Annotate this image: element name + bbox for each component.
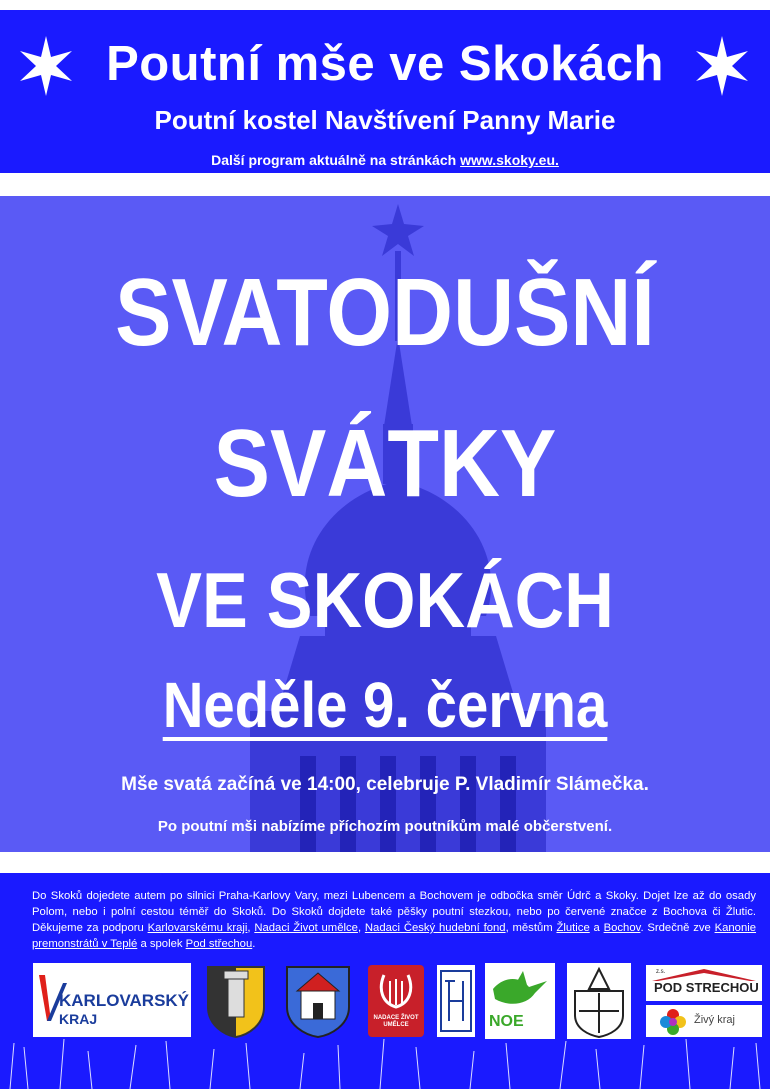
logo-cesky-hudebni-fond[interactable] [437, 965, 475, 1037]
headline-line-2: SVÁTKY [213, 410, 557, 517]
refreshment-info: Po poutní mši nabízíme příchozím poutníkům malé občerstvení. [157, 818, 613, 835]
footer-panel [0, 873, 770, 1089]
noe-text: NOE [489, 1013, 524, 1030]
bochov-shield-icon [283, 963, 353, 1039]
logo-bochov-coat-of-arms[interactable] [283, 963, 353, 1039]
hudebni-fond-icon [437, 965, 475, 1037]
zivy-kraj-text: Živý kraj [694, 1014, 735, 1026]
kanonie-crest-icon [567, 963, 631, 1039]
logo-nadace-zivot-umelce[interactable] [368, 965, 424, 1037]
sponsor-logos [0, 963, 770, 1043]
directions-part: a [593, 922, 600, 934]
header-banner [0, 10, 770, 173]
pod-strechou-text: POD STRECHOU [654, 980, 759, 995]
karlovarsky-line1: KARLOVARSKÝ [59, 991, 190, 1010]
logo-zlutice-coat-of-arms[interactable] [204, 963, 268, 1039]
poster-subtitle: Poutní kostel Navštívení Panny Marie [154, 105, 616, 135]
frosty-trees-decoration [0, 1033, 770, 1089]
directions-part: . Srdečně zve [640, 922, 711, 934]
logo-kanonie-tepla[interactable] [567, 963, 631, 1039]
link-nadace-cesky-hudebni-fond[interactable]: Nadaci Český hudební fond [364, 922, 506, 934]
headline-line-3: VE SKOKÁCH [156, 556, 614, 644]
directions-part: Do Skoků dojedete autem po silnici Praha-Karlovy Vary, mezi Lubencem a Bochovem je odbočka směr Údrč a Skoky. Dojet lze až do osady Polom, nebo i polní cestou téměř do Skoků. Do Skoků dojdete také pěšky poutní stezkou, nebo po červené značce z Bochova či Žlutic. Děkujeme za podporu [32, 890, 756, 934]
zlutice-shield-icon [204, 963, 268, 1039]
poster-title: Poutní mše ve Skokách [106, 37, 664, 91]
karlovarsky-line2: KRAJ [59, 1011, 98, 1027]
directions-sep: , [247, 922, 251, 934]
website-line [0, 152, 770, 168]
pod-strechou-prefix: z.s. [656, 969, 666, 975]
link-zlutice[interactable]: Žlutice [556, 922, 590, 934]
directions-sep: , [357, 922, 362, 934]
nadace-text: NADACE ŽIVOT UMĚLCE [373, 1015, 419, 1028]
website-link[interactable]: www.skoky.eu. [460, 152, 559, 168]
directions-text [32, 888, 756, 952]
link-bochov[interactable]: Bochov [603, 922, 641, 934]
directions-part: , městům [505, 922, 553, 934]
link-pod-strechou[interactable]: Pod střechou [185, 938, 253, 950]
website-prefix: Další program aktuálně na stránkách [211, 152, 457, 168]
noe-dove-icon [485, 963, 555, 1019]
headline-line-1: SVATODUŠNÍ [115, 259, 655, 366]
link-karlovarsky-kraj[interactable]: Karlovarskému kraji [147, 922, 248, 934]
event-date: Neděle 9. června [162, 669, 608, 741]
logo-pod-strechou[interactable] [646, 965, 762, 1001]
mass-info: Mše svatá začíná ve 14:00, celebruje P. Vladimír Slámečka. [121, 774, 649, 795]
logo-noe[interactable] [485, 963, 555, 1039]
link-nadace-zivot-umelce[interactable]: Nadaci Život umělce [254, 922, 358, 934]
logo-karlovarsky-kraj[interactable] [33, 963, 191, 1037]
nadace-lyre-icon [368, 965, 424, 1015]
directions-end: . [252, 938, 256, 950]
link-kanonie-premonstratu[interactable]: Kanonie premonstrátů v Teplé [32, 922, 757, 950]
directions-part: a spolek [140, 938, 183, 950]
main-panel [0, 196, 770, 852]
